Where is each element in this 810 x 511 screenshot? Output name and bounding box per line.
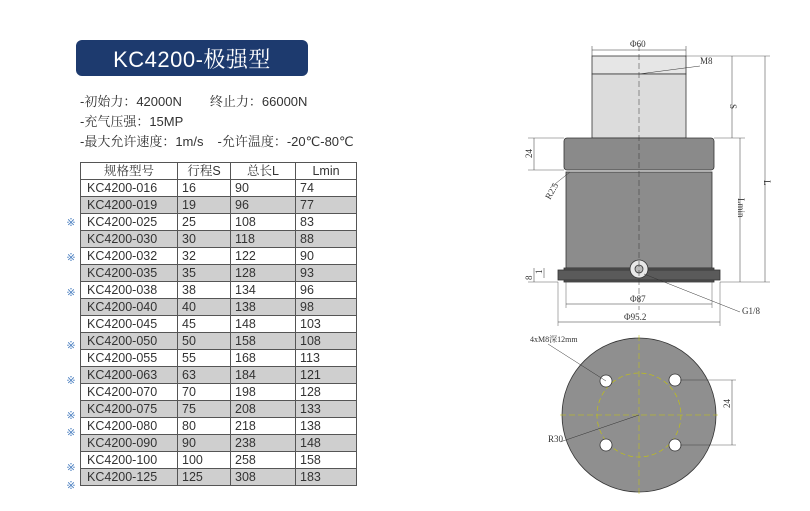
cell-stroke: 80 <box>178 418 231 435</box>
cell-length: 308 <box>231 469 296 486</box>
bottom-view <box>548 335 736 495</box>
cell-model: KC4200-038 <box>81 282 178 299</box>
cell-lmin: 148 <box>296 435 357 452</box>
dim-body-dia: Φ87 <box>630 294 646 304</box>
spec-temperature: -允许温度：-20℃-80℃ <box>217 134 354 149</box>
cell-model: KC4200-016 <box>81 180 178 197</box>
cell-stroke: 90 <box>178 435 231 452</box>
cell-length: 184 <box>231 367 296 384</box>
dim-pcd-radius: R30 <box>548 434 564 444</box>
recommended-mark: ※ <box>66 374 76 387</box>
col-header-lmin: Lmin <box>296 163 357 180</box>
dim-port: G1/8 <box>742 306 760 316</box>
cell-stroke: 75 <box>178 401 231 418</box>
recommended-mark <box>64 303 78 321</box>
recommended-mark <box>64 320 78 338</box>
cell-length: 90 <box>231 180 296 197</box>
recommended-mark: ※ <box>66 479 76 492</box>
spec-line-force <box>80 92 354 112</box>
recommended-mark <box>64 390 78 408</box>
spec-table <box>80 162 357 486</box>
dim-lmin: Lmin <box>736 198 746 218</box>
cell-model: KC4200-035 <box>81 265 178 282</box>
cell-model: KC4200-075 <box>81 401 178 418</box>
cell-length: 198 <box>231 384 296 401</box>
col-header-model: 规格型号 <box>81 163 178 180</box>
cell-stroke: 70 <box>178 384 231 401</box>
recommended-mark <box>64 268 78 286</box>
recommended-mark: ※ <box>66 409 76 422</box>
mount-hole-icon <box>669 374 681 386</box>
cell-model: KC4200-080 <box>81 418 178 435</box>
cell-model: KC4200-100 <box>81 452 178 469</box>
dim-1: 1 <box>534 269 544 274</box>
table-row <box>81 367 357 384</box>
cell-length: 168 <box>231 350 296 367</box>
cell-model: KC4200-125 <box>81 469 178 486</box>
cell-lmin: 113 <box>296 350 357 367</box>
dim-top-dia: Φ60 <box>630 39 646 49</box>
page-title: KC4200-极强型 <box>76 40 308 76</box>
recommended-mark <box>64 355 78 373</box>
cell-stroke: 50 <box>178 333 231 350</box>
table-row <box>81 248 357 265</box>
table-header-row <box>81 163 357 180</box>
cell-lmin: 74 <box>296 180 357 197</box>
table-row <box>81 197 357 214</box>
cell-length: 122 <box>231 248 296 265</box>
dim-l: L <box>762 180 772 186</box>
table-row <box>81 435 357 452</box>
cell-model: KC4200-032 <box>81 248 178 265</box>
table-row <box>81 401 357 418</box>
table-row <box>81 265 357 282</box>
cell-model: KC4200-045 <box>81 316 178 333</box>
recommended-mark: ※ <box>66 217 76 229</box>
cell-lmin: 93 <box>296 265 357 282</box>
dim-24b: 24 <box>722 399 732 408</box>
cell-lmin: 103 <box>296 316 357 333</box>
recommended-mark: ※ <box>66 252 76 264</box>
cell-stroke: 45 <box>178 316 231 333</box>
cell-lmin: 90 <box>296 248 357 265</box>
technical-drawing <box>520 30 790 505</box>
cell-stroke: 38 <box>178 282 231 299</box>
col-header-length: 总长L <box>231 163 296 180</box>
recommended-marks <box>64 180 78 495</box>
table-row <box>81 231 357 248</box>
recommended-mark: ※ <box>66 462 76 474</box>
spec-final-force: 终止力：66000N <box>209 94 308 109</box>
cell-stroke: 63 <box>178 367 231 384</box>
spec-speed: -最大允许速度：1m/s <box>80 134 204 149</box>
cell-length: 138 <box>231 299 296 316</box>
cell-model: KC4200-070 <box>81 384 178 401</box>
dim-s: S <box>728 104 738 110</box>
cell-lmin: 158 <box>296 452 357 469</box>
cell-length: 118 <box>231 231 296 248</box>
table-row <box>81 180 357 197</box>
cell-stroke: 35 <box>178 265 231 282</box>
cell-lmin: 98 <box>296 299 357 316</box>
cell-stroke: 19 <box>178 197 231 214</box>
cell-length: 134 <box>231 282 296 299</box>
cell-lmin: 108 <box>296 333 357 350</box>
recommended-mark: ※ <box>66 339 76 352</box>
cell-model: KC4200-063 <box>81 367 178 384</box>
cell-lmin: 138 <box>296 418 357 435</box>
recommended-mark <box>64 198 78 216</box>
cell-length: 258 <box>231 452 296 469</box>
cell-stroke: 40 <box>178 299 231 316</box>
cell-lmin: 121 <box>296 367 357 384</box>
table-row <box>81 214 357 231</box>
cell-lmin: 183 <box>296 469 357 486</box>
mount-hole-icon <box>600 439 612 451</box>
cell-stroke: 55 <box>178 350 231 367</box>
cell-stroke: 30 <box>178 231 231 248</box>
dim-flange-dia: Φ95.2 <box>624 312 647 322</box>
cell-lmin: 88 <box>296 231 357 248</box>
cell-stroke: 25 <box>178 214 231 231</box>
dim-thread: M8 <box>700 56 713 66</box>
table-row <box>81 350 357 367</box>
cell-lmin: 96 <box>296 282 357 299</box>
spec-initial-force: -初始力：42000N <box>80 94 182 109</box>
table-row <box>81 452 357 469</box>
table-row <box>81 299 357 316</box>
cell-model: KC4200-090 <box>81 435 178 452</box>
spec-pressure: -充气压强：15MP <box>80 114 184 129</box>
cell-stroke: 125 <box>178 469 231 486</box>
cell-length: 218 <box>231 418 296 435</box>
cell-length: 238 <box>231 435 296 452</box>
dim-24: 24 <box>524 149 534 158</box>
table-row <box>81 282 357 299</box>
recommended-mark <box>64 443 78 461</box>
dim-radius-edge: R2.5 <box>543 181 561 201</box>
table-row <box>81 333 357 350</box>
cell-stroke: 32 <box>178 248 231 265</box>
recommended-mark <box>64 233 78 251</box>
table-row <box>81 384 357 401</box>
cell-stroke: 16 <box>178 180 231 197</box>
cell-length: 148 <box>231 316 296 333</box>
cell-model: KC4200-030 <box>81 231 178 248</box>
dim-holes: 4xM8深12mm <box>530 335 578 344</box>
recommended-mark <box>64 180 78 198</box>
cell-lmin: 133 <box>296 401 357 418</box>
cell-lmin: 83 <box>296 214 357 231</box>
cell-length: 208 <box>231 401 296 418</box>
cell-length: 158 <box>231 333 296 350</box>
cell-lmin: 77 <box>296 197 357 214</box>
recommended-mark: ※ <box>66 287 76 299</box>
cell-model: KC4200-055 <box>81 350 178 367</box>
mount-hole-icon <box>669 439 681 451</box>
cell-model: KC4200-050 <box>81 333 178 350</box>
col-header-stroke: 行程S <box>178 163 231 180</box>
table-row <box>81 418 357 435</box>
cell-length: 108 <box>231 214 296 231</box>
cell-lmin: 128 <box>296 384 357 401</box>
spec-list <box>80 92 354 152</box>
cell-model: KC4200-040 <box>81 299 178 316</box>
cell-model: KC4200-025 <box>81 214 178 231</box>
cell-length: 96 <box>231 197 296 214</box>
table-row <box>81 316 357 333</box>
recommended-mark: ※ <box>66 427 76 439</box>
table-row <box>81 469 357 486</box>
dim-8: 8 <box>524 275 534 280</box>
side-view <box>528 45 770 326</box>
cell-stroke: 100 <box>178 452 231 469</box>
cell-length: 128 <box>231 265 296 282</box>
cell-model: KC4200-019 <box>81 197 178 214</box>
spec-line-speed <box>80 132 354 152</box>
